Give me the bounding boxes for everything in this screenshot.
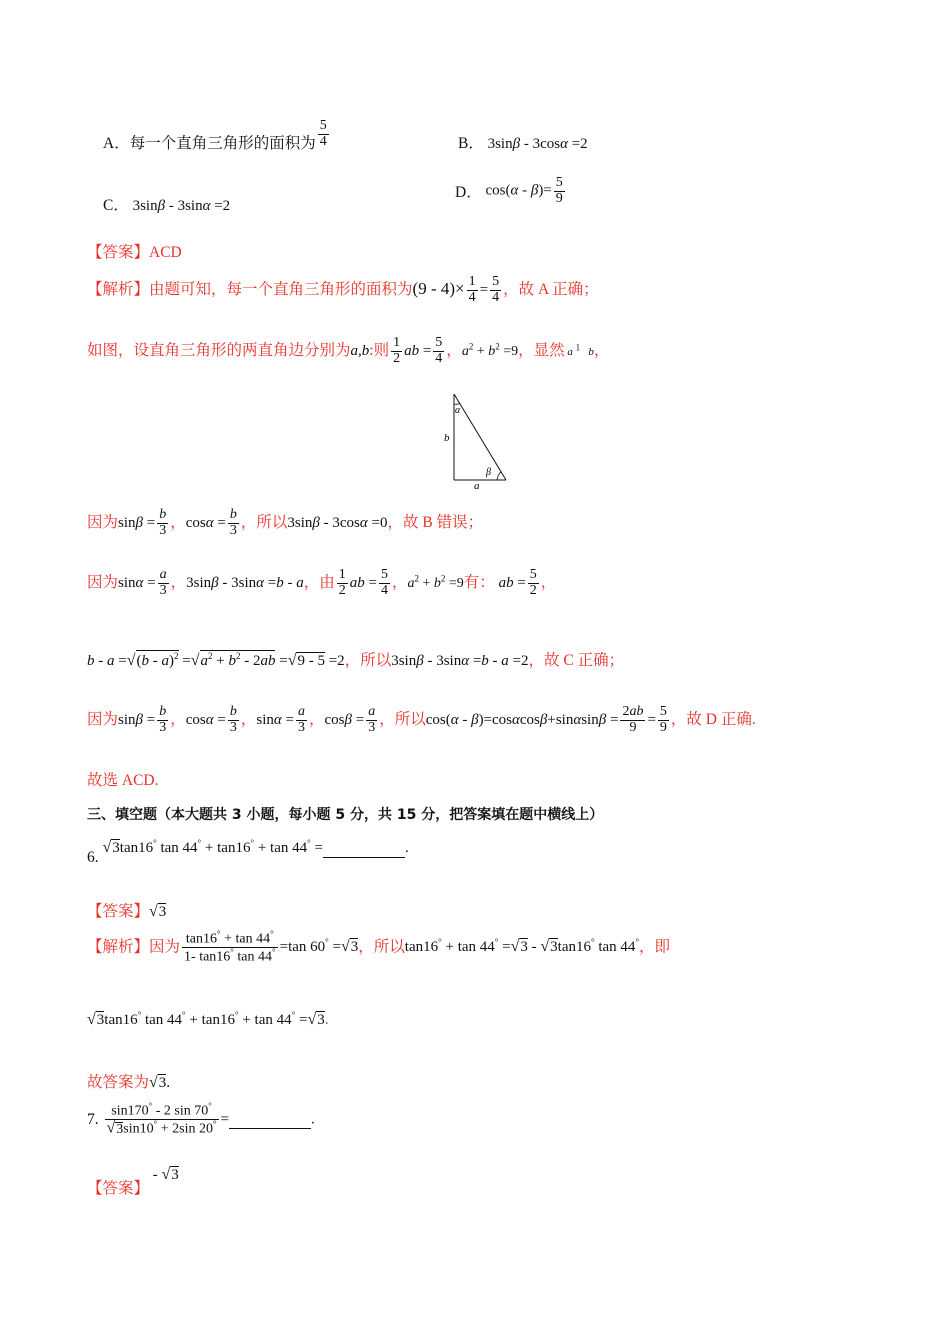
option-b-formula: 3sinβ - 3cosα =2 (483, 136, 588, 152)
fraction: $\frac{5}{9}$ (555, 175, 563, 206)
analysis-text: ，所以 (379, 710, 426, 728)
question-formula: √3tan16° tan 44° + tan16° + tan 44° = (102, 838, 323, 856)
question-number: 6. (87, 849, 99, 866)
fraction: $\frac{5}{9}$ (659, 704, 667, 735)
analysis-text: ，故 D 正确. (670, 710, 756, 728)
triangle-hypotenuse (454, 394, 506, 480)
formula: (9 - 4)× (412, 278, 465, 298)
fraction: $\frac{5}{4}$ (319, 118, 327, 149)
option-b (458, 131, 588, 153)
fraction: $\frac{b}{3}$ (159, 704, 167, 735)
analysis-text: 有： (463, 573, 495, 591)
analysis-text: 因为 (87, 573, 119, 591)
analysis-text: ，所以 (358, 938, 405, 956)
analysis-line-4: 因为sinα = $\frac{a}{3}$ ，3sinβ - 3sinα =b - a，由 $\frac{1}{2}$ ab = $\frac{5}{4}$ ，$a^2 + b^2 =9$有： ab = $\frac{5}{2}$ ， (87, 567, 557, 598)
beta-label: β (486, 467, 491, 478)
answer-tag: 【答案】 (87, 244, 150, 261)
answer-line (87, 240, 182, 262)
analysis-text: ，所以 (344, 652, 392, 669)
option-d (455, 176, 567, 206)
option-b-label: B． (458, 135, 484, 152)
question-6: 6. √3tan16° tan 44° + tan16° + tan 44° = . (87, 838, 409, 866)
analysis-text: 因为 (87, 710, 119, 728)
analysis-tag: 【解析】 (87, 938, 150, 956)
analysis-line-5: $b - a =√(b - a)^2 =√a^2 + b^2 - 2ab =√9 - 5 =2$，所以3sinβ - 3sinα =b - a =2，故 C 正确； (87, 651, 625, 669)
answer-blank[interactable] (323, 839, 405, 858)
analysis-text: ，故 B 错误； (387, 513, 484, 531)
fraction: $\frac{5}{2}$ (529, 567, 537, 598)
fraction: $\frac{b}{3}$ (159, 507, 167, 538)
fraction: $\frac{\tan 16^\circ + \tan 44^\circ}{1- \tan 16^\circ \tan 44^\circ}$ (184, 929, 276, 965)
option-c (103, 193, 230, 215)
fraction: $\frac{5}{4}$ (492, 274, 500, 305)
answer-tag: 【答案】 (87, 1180, 150, 1197)
option-c-label: C． (103, 197, 129, 214)
analysis-q6-cont: √3tan16° tan 44° + tan16° + tan 44° =√3. (87, 1010, 329, 1028)
right-triangle-figure (440, 390, 515, 490)
fraction: $\frac{2ab}{9}$ (622, 704, 644, 735)
fraction: $\frac{a}{3}$ (368, 704, 376, 735)
analysis-q6: 【解析】因为 $\frac{\tan 16^\circ + \tan 44^\circ}{1- \tan 16^\circ \tan 44^\circ}$ =tan 60° =√3，所以tan16° + tan 44° =√3 - √3tan16° tan 44°，即 (87, 929, 671, 965)
question-number: 7. (87, 1110, 99, 1128)
analysis-line-6: 因为sinβ = $\frac{b}{3}$ ，cosα = $\frac{b}{3}$ ，sinα = $\frac{a}{3}$ ，cosβ = $\frac{a}{3}$ ，所以cos(α - β)=cosαcosβ+sinαsinβ = $\frac{2ab}{9}$ = $\frac{5}{9}$ ，故 D 正确. (87, 704, 756, 735)
option-a-text: 每一个直角三角形的面积为 (129, 135, 316, 152)
analysis-text: ，即 (639, 938, 671, 956)
fraction: $\frac{b}{3}$ (229, 704, 237, 735)
question-fraction: $\frac{\sin 170^\circ - 2 \sin 70^\circ}{√3\sin 10^\circ + 2\sin 20^\circ}$ (106, 1101, 217, 1137)
fraction: $\frac{5}{4}$ (435, 335, 443, 366)
fraction: $\frac{1}{4}$ (468, 274, 476, 305)
answer-line (87, 899, 166, 921)
option-d-label: D． (455, 184, 482, 202)
analysis-line-1: 【解析】由题可知，每一个直角三角形的面积为(9 - 4)× $\frac{1}{4}$ = $\frac{5}{4}$ ，故 A 正确； (87, 274, 599, 305)
conclusion-text: 故答案为 (87, 1074, 150, 1091)
b-label: b (444, 432, 450, 444)
answer-tag: 【答案】 (87, 903, 150, 920)
answer-value: - √3 (149, 1166, 179, 1183)
answer-line (87, 1166, 179, 1198)
analysis-text: ，故 A 正确； (503, 280, 599, 298)
fraction: $\frac{1}{2}$ (393, 335, 401, 366)
conclusion: 故选 ACD. (87, 772, 159, 789)
analysis-line-3: 因为sinβ = $\frac{b}{3}$ ，cosα = $\frac{b}{3}$ ，所以3sinβ - 3cosα =0，故 B 错误； (87, 507, 484, 538)
conclusion-period: . (166, 1074, 171, 1091)
fraction: $\frac{5}{4}$ (380, 567, 388, 598)
fraction: $\frac{b}{3}$ (229, 507, 237, 538)
analysis-text: ，由 (303, 573, 335, 591)
conclusion-q6: 故答案为√3. (87, 1074, 171, 1091)
analysis-text: 因为 (149, 938, 181, 956)
answer-value: ACD (149, 244, 182, 261)
fraction: $\frac{1}{2}$ (338, 567, 346, 598)
answer-value: √3 (149, 903, 167, 920)
fraction: $\frac{a}{3}$ (159, 567, 167, 598)
analysis-text: ，所以 (240, 513, 288, 531)
a-label: a (474, 480, 480, 490)
analysis-text: 因为 (87, 513, 119, 531)
question-7: 7. $\frac{\sin 170^\circ - 2 \sin 70^\circ}{√3\sin 10^\circ + 2\sin 20^\circ}$ = . (87, 1101, 315, 1137)
section-heading: 三、填空题（本大题共 3 小题，每小题 5 分，共 15 分，把答案填在题中横线上） (87, 807, 604, 823)
analysis-text: 如图，设直角三角形的两直角边分别为 (87, 341, 351, 359)
option-a-label: A． (103, 135, 130, 152)
option-c-formula: 3sinβ - 3sinα =2 (128, 198, 231, 214)
option-a (103, 118, 331, 153)
analysis-tag: 【解析】 (87, 280, 150, 298)
analysis-text: ，故 C 正确； (528, 652, 625, 669)
analysis-text: 显然 (533, 341, 565, 359)
angle-beta-arc (497, 472, 501, 480)
analysis-text: :则 (369, 341, 390, 359)
analysis-line-2: 如图，设直角三角形的两直角边分别为a,b:则 $\frac{1}{2}$ ab = $\frac{5}{4}$ ，$a^2 + b^2 =9$，显然 a $^1$ b， (87, 335, 610, 366)
alpha-label: α (455, 405, 461, 416)
analysis-text: 由题可知，每一个直角三角形的面积为 (149, 280, 413, 298)
fraction: $\frac{a}{3}$ (297, 704, 305, 735)
answer-blank[interactable] (229, 1110, 311, 1129)
option-d-formula: cos(α - β)= (481, 182, 552, 199)
formula: a (350, 342, 359, 359)
